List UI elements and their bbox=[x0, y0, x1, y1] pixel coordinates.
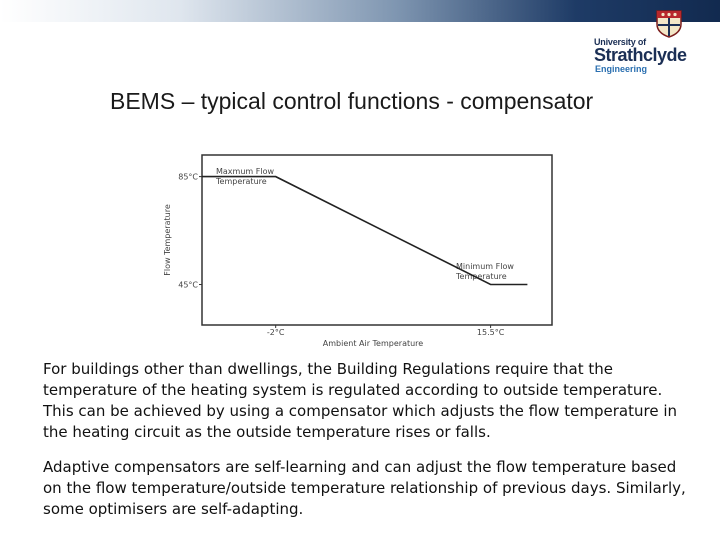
x-tick-label-1: 15.5°C bbox=[476, 328, 505, 337]
annotation-max-flow-line1: Maxmum Flow bbox=[216, 167, 274, 176]
annotation-max-flow-line2: Temperature bbox=[216, 177, 267, 186]
chart-svg bbox=[160, 150, 560, 350]
logo-line-strathclyde: Strathclyde bbox=[594, 45, 687, 65]
x-tick-label-0: -2°C bbox=[266, 328, 285, 337]
x-axis-label: Ambient Air Temperature bbox=[322, 339, 424, 348]
y-tick-label-0: 85°C bbox=[178, 172, 198, 182]
crest-icon bbox=[654, 8, 684, 38]
paragraph-regulations: For buildings other than dwellings, the Building Regulations require that the temperature of the heating system is regulated according to outside temperature. This can be achieved by using a compensator which adjusts the flow temperature in the heating circuit as the outside temperature rises or falls. bbox=[43, 360, 677, 441]
paragraph-adaptive: Adaptive compensators are self-learning and can adjust the flow temperature based on the flow temperature/outside temperature relationship of previous days. Similarly, some optimisers are self-adapting. bbox=[43, 458, 686, 518]
annotation-min-flow-line1: Minimum Flow bbox=[456, 262, 514, 271]
logo-line-engineering: Engineering bbox=[595, 64, 648, 74]
compensator-chart bbox=[160, 150, 560, 350]
university-logo bbox=[594, 8, 714, 78]
slide-title: BEMS – typical control functions - compensator bbox=[110, 88, 594, 114]
y-axis-label: Flow Temperature bbox=[163, 204, 172, 276]
annotation-min-flow-line2: Temperature bbox=[456, 272, 507, 281]
y-tick-label-1: 45°C bbox=[178, 280, 198, 290]
logo-line-university: University of bbox=[594, 37, 646, 47]
